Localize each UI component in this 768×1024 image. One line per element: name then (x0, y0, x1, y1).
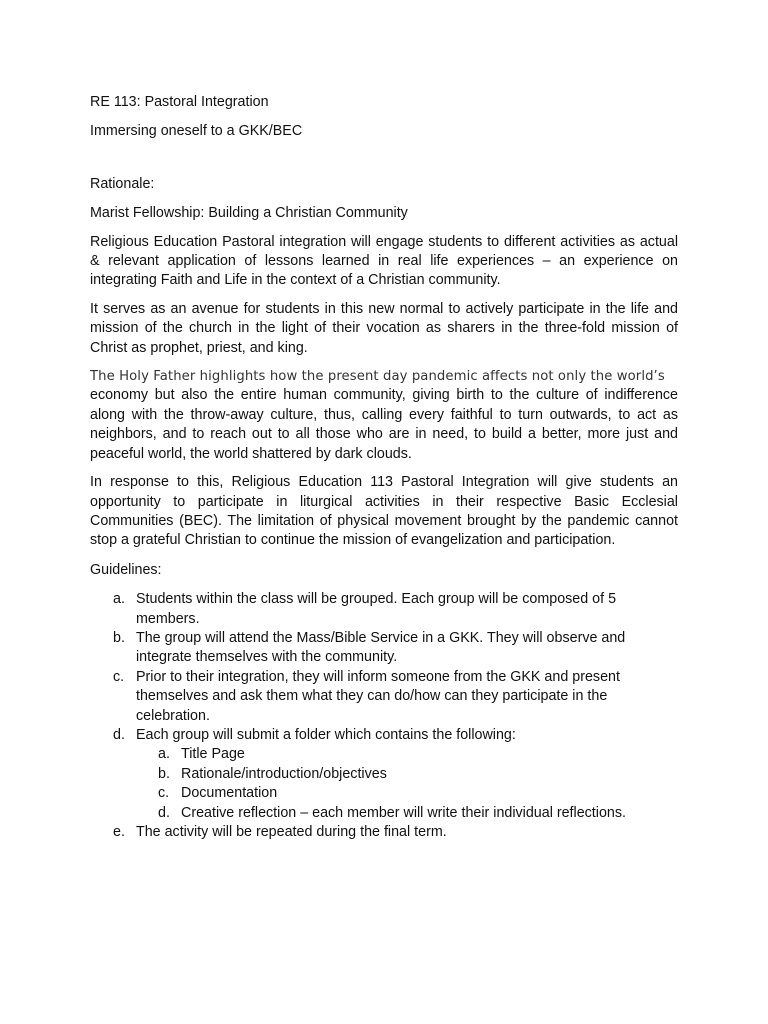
folder-item-text: Title Page (181, 746, 245, 763)
document-subtitle: Immersing oneself to a GKK/BEC (90, 123, 303, 140)
paragraph-response: In response to this, Religious Education 113 Pastoral Integration will give students an opportunity to participate in liturgical activities in their respective Basic Ecclesial Communities (BEC). The limitation of physical movement brought by the pandemic cannot stop a grateful Christian to continue the mission of evangelization and participation. (90, 474, 678, 549)
folder-item-text: Creative reflection – each member will write their individual reflections. (181, 804, 626, 821)
guideline-text: Students within the class will be grouped. Each group will be composed of 5 members. (136, 591, 617, 627)
paragraph-holy-father (90, 367, 678, 464)
folder-item-marker: a. (158, 746, 170, 763)
holy-father-rest: economy but also the entire human community, giving birth to the culture of indifference along with the throw-away culture, thus, calling every faithful to turn outwards, to act as neighbors, and to reach out to all those who are in need, to build a better, more just and peaceful world, the world shattered by dark clouds. (90, 387, 678, 462)
folder-contents-list (136, 745, 678, 823)
guideline-marker: c. (113, 668, 125, 685)
guideline-text: Prior to their integration, they will inform someone from the GKK and present themselves and ask them what they can do/how can they participate in the celebration. (136, 668, 620, 724)
guideline-text: Each group will submit a folder which contains the following: (136, 726, 516, 743)
guideline-text: The activity will be repeated during the final term. (136, 824, 447, 840)
folder-item-marker: b. (158, 765, 170, 782)
folder-item (136, 784, 678, 803)
paragraph-integration: Religious Education Pastoral integration will engage students to different activities as actual & relevant application of lessons learned in real life experiences – an experience on integrating Faith and Life in the context of a Christian community. (90, 233, 678, 289)
folder-item (136, 804, 678, 823)
document-body (90, 93, 678, 842)
guideline-item (90, 668, 678, 726)
guideline-marker: a. (113, 591, 125, 608)
document-title: RE 113: Pastoral Integration (90, 94, 269, 110)
guideline-text: The group will attend the Mass/Bible Service in a GKK. They will observe and integrate themselves with the community. (136, 629, 626, 666)
guideline-item (90, 823, 678, 842)
guideline-marker: d. (113, 726, 125, 743)
guideline-marker: b. (113, 629, 125, 646)
folder-item-text: Rationale/introduction/objectives (181, 765, 387, 782)
folder-item-marker: c. (158, 785, 170, 802)
folder-item-text: Documentation (181, 785, 278, 802)
guideline-marker: e. (113, 824, 125, 840)
folder-item (136, 745, 678, 764)
guideline-item (90, 590, 678, 629)
paragraph-avenue: It serves as an avenue for students in this new normal to actively participate in the life and mission of the church in the light of their vocation as sharers in the three-fold mission of Christ as prophet, priest, and king. (90, 300, 678, 356)
guidelines-label: Guidelines: (90, 561, 162, 578)
rationale-label: Rationale: (90, 175, 155, 192)
guideline-item (90, 629, 678, 668)
guidelines-list (90, 590, 678, 842)
fellowship-heading: Marist Fellowship: Building a Christian Community (90, 205, 408, 222)
holy-father-first-line: The Holy Father highlights how the present day pandemic affects not only the world’s (90, 369, 665, 385)
folder-item-marker: d. (158, 804, 170, 821)
folder-item (136, 765, 678, 784)
guideline-item (90, 726, 678, 823)
